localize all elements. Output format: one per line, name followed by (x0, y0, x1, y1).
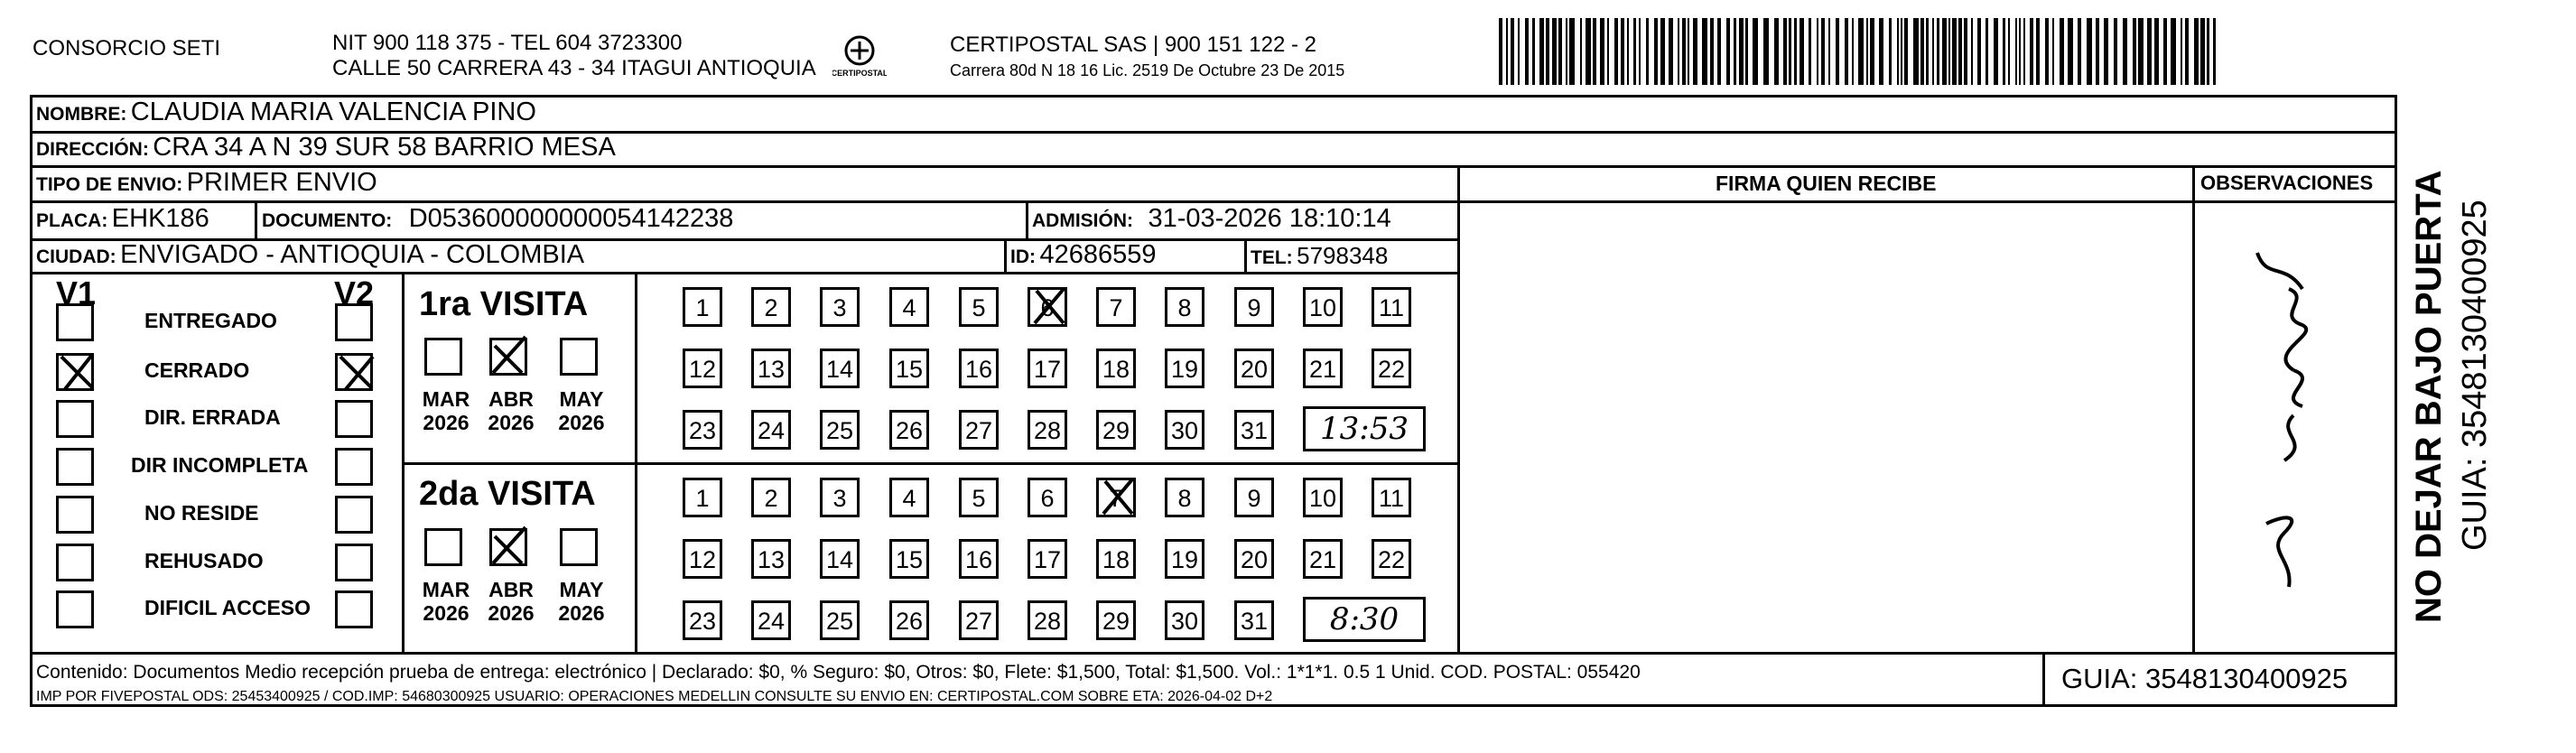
status-option-label: DIR. ERRADA (144, 405, 281, 429)
barcode-bar (1511, 18, 1514, 85)
city-value: ENVIGADO - ANTIOQUIA - COLOMBIA (120, 240, 585, 269)
day-box[interactable]: 5 (959, 478, 999, 517)
month-label (550, 387, 613, 435)
day-box[interactable]: 29 (1096, 600, 1136, 640)
day-box[interactable]: 17 (1028, 349, 1067, 388)
month-checkbox[interactable] (424, 338, 462, 376)
signature-label: FIRMA QUIEN RECIBE (1716, 172, 1937, 195)
barcode-bar (1783, 18, 1787, 85)
barcode-bar (1879, 18, 1883, 85)
day-box[interactable]: 28 (1028, 410, 1067, 450)
day-box[interactable]: 1 (683, 478, 722, 517)
barcode-bar (1558, 18, 1562, 85)
month-name: MAR (422, 578, 470, 601)
day-box[interactable]: 7 (1096, 287, 1136, 327)
day-box[interactable]: 29 (1096, 410, 1136, 450)
barcode-bar (1506, 18, 1508, 85)
day-box[interactable]: 19 (1165, 539, 1204, 579)
day-box[interactable]: 27 (959, 600, 999, 640)
v1-checkbox[interactable] (56, 353, 94, 391)
barcode-bar (2194, 18, 2199, 85)
day-box[interactable]: 13 (751, 349, 791, 388)
barcode-bar (1774, 18, 1779, 85)
barcode-bar (1932, 18, 1934, 85)
month-label (479, 578, 543, 626)
barcode-bar (1499, 18, 1502, 85)
barcode-bar (1952, 18, 1957, 85)
barcode-bar (1845, 18, 1848, 85)
visit2-title: 2da VISITA (419, 475, 596, 513)
barcode-bar (1717, 18, 1721, 85)
day-box[interactable]: 22 (1372, 539, 1411, 579)
barcode-bar (1580, 18, 1582, 85)
barcode-bar (1646, 18, 1649, 85)
barcode-bar (2147, 18, 2152, 85)
v2-checkbox[interactable] (335, 353, 373, 391)
barcode-bar (1897, 18, 1899, 85)
v1-checkbox[interactable] (56, 544, 94, 581)
barcode-bar (1901, 18, 1902, 85)
document-value: D053600000000054142238 (408, 204, 734, 233)
barcode-bar (2060, 18, 2064, 85)
day-box[interactable]: 18 (1096, 349, 1136, 388)
barcode-bar (1532, 18, 1535, 85)
day-box[interactable]: 13 (751, 539, 791, 579)
name-row (36, 99, 536, 126)
name-label: NOMBRE: (36, 104, 127, 125)
status-option-label: DIFICIL ACCESO (144, 596, 312, 619)
day-box[interactable]: 19 (1165, 349, 1204, 388)
day-box[interactable]: 6 (1028, 287, 1067, 327)
day-box[interactable]: 3 (820, 287, 860, 327)
day-box[interactable]: 22 (1372, 349, 1411, 388)
barcode-bar (2171, 18, 2176, 85)
day-box[interactable]: 30 (1165, 600, 1204, 640)
barcode-bar (1678, 18, 1679, 85)
day-box[interactable]: 11 (1372, 478, 1411, 517)
month-checkbox[interactable] (489, 338, 527, 376)
barcode-bar (1889, 18, 1892, 85)
barcode-bar (1546, 18, 1549, 85)
barcode-bar (2200, 18, 2205, 85)
v2-checkbox[interactable] (335, 303, 373, 341)
barcode-bar (2078, 18, 2081, 85)
barcode-bar (2163, 18, 2167, 85)
barcode-bar (2015, 18, 2017, 85)
month-checkbox[interactable] (560, 528, 598, 566)
day-box[interactable]: 10 (1303, 287, 1343, 327)
barcode-bar (2003, 18, 2005, 85)
company-name: CONSORCIO SETI (33, 36, 221, 60)
day-box[interactable]: 15 (889, 539, 929, 579)
barcode-bar (1569, 18, 1575, 85)
day-box[interactable]: 21 (1303, 539, 1343, 579)
type-label: TIPO DE ENVIO: (36, 174, 183, 195)
observations-label: OBSERVACIONES (2200, 172, 2374, 194)
barcode-bar (1866, 18, 1868, 85)
barcode-bar (1977, 18, 1981, 85)
plate-cell (36, 206, 209, 232)
barcode-bar (2213, 18, 2216, 85)
tel-cell (1251, 244, 1388, 267)
day-box[interactable]: 12 (683, 539, 722, 579)
name-value: CLAUDIA MARIA VALENCIA PINO (130, 98, 536, 126)
barcode-bar (2045, 18, 2049, 85)
barcode-bar (1669, 18, 1673, 85)
carrier-line: CERTIPOSTAL SAS | 900 151 122 - 2 (950, 33, 1316, 57)
month-checkbox[interactable] (560, 338, 598, 376)
barcode-bar (1828, 18, 1830, 85)
v2-checkbox[interactable] (335, 496, 373, 534)
city-label: CIUDAD: (36, 246, 116, 267)
day-box[interactable]: 23 (683, 410, 722, 450)
signature-scribble (2203, 226, 2366, 605)
barcode (1499, 18, 2221, 85)
day-box[interactable]: 7 (1096, 478, 1136, 517)
month-label (479, 387, 543, 435)
day-box[interactable]: 5 (959, 287, 999, 327)
plate-value: EHK186 (111, 204, 209, 233)
day-box[interactable]: 23 (683, 600, 722, 640)
side-guia: GUIA: 3548130400925 (2456, 200, 2494, 551)
v2-checkbox[interactable] (335, 448, 373, 486)
side-text (2411, 117, 2537, 623)
month-label (550, 578, 613, 626)
barcode-bar (1794, 18, 1797, 85)
barcode-bar (1763, 18, 1769, 85)
barcode-bar (1994, 18, 1998, 85)
day-box[interactable]: 25 (820, 410, 860, 450)
day-box[interactable]: 8 (1165, 478, 1204, 517)
day-box[interactable]: 2 (751, 478, 791, 517)
month-year: 2026 (558, 601, 605, 626)
day-box[interactable]: 31 (1234, 600, 1274, 640)
address-label: DIRECCIÓN: (36, 139, 149, 160)
barcode-bar (1799, 18, 1804, 85)
footer-guia-box (2042, 652, 2397, 704)
nit-line: NIT 900 118 375 - TEL 604 3723300 (332, 31, 683, 55)
month-name: ABR (488, 387, 534, 411)
barcode-bar (1682, 18, 1686, 85)
day-box[interactable]: 14 (820, 349, 860, 388)
barcode-bar (1566, 18, 1567, 85)
address-line: CALLE 50 CARRERA 43 - 34 ITAGUI ANTIOQUIA (332, 56, 816, 80)
barcode-bar (2096, 18, 2099, 85)
address-row (36, 135, 616, 161)
barcode-bar (1753, 18, 1758, 85)
barcode-bar (1948, 18, 1950, 85)
month-year: 2026 (488, 411, 535, 435)
day-box[interactable]: 31 (1234, 410, 1274, 450)
day-box[interactable]: 8 (1165, 287, 1204, 327)
day-box[interactable]: 30 (1165, 410, 1204, 450)
status-option-label: CERRADO (144, 358, 250, 382)
barcode-bar (1926, 18, 1929, 85)
status-option-label: ENTREGADO (144, 309, 277, 332)
barcode-bar (1913, 18, 1919, 85)
time-box[interactable]: 8:30 (1303, 597, 1426, 642)
v1-label: V1 (56, 274, 97, 311)
status-option-label: REHUSADO (144, 549, 264, 572)
id-value: 42686559 (1039, 240, 1157, 269)
day-box[interactable]: 24 (751, 600, 791, 640)
day-box[interactable]: 26 (889, 600, 929, 640)
day-box[interactable]: 14 (820, 539, 860, 579)
barcode-bar (2138, 18, 2144, 85)
barcode-bar (2123, 18, 2127, 85)
month-checkbox[interactable] (424, 528, 462, 566)
barcode-bar (2185, 18, 2189, 85)
barcode-bar (1586, 18, 1591, 85)
barcode-bar (1985, 18, 1988, 85)
tel-label: TEL: (1251, 247, 1293, 268)
time-box[interactable]: 13:53 (1303, 406, 1426, 451)
footer-guia: GUIA: 3548130400925 (2061, 663, 2348, 694)
v1-checkbox[interactable] (56, 448, 94, 486)
barcode-bar (1870, 18, 1874, 85)
day-box[interactable]: 18 (1096, 539, 1136, 579)
footer-line2: IMP POR FIVEPOSTAL ODS: 25453400925 / COD.IMP: 54680300925 USUARIO: OPERACIONES MEDELLIN CONSULTE SU ENVIO EN: CERTIPOSTAL.COM SOBRE ETA: 2026-04-02 D+2 (36, 689, 1273, 704)
document-cell (262, 206, 733, 232)
id-label: ID: (1010, 246, 1036, 267)
barcode-bar (2036, 18, 2040, 85)
barcode-bar (1739, 18, 1744, 85)
day-box[interactable]: 10 (1303, 478, 1343, 517)
barcode-bar (2133, 18, 2136, 85)
barcode-bar (2068, 18, 2073, 85)
barcode-bar (1858, 18, 1864, 85)
day-box[interactable]: 1 (683, 287, 722, 327)
type-row (36, 170, 377, 196)
barcode-bar (1660, 18, 1665, 85)
v2-label: V2 (334, 274, 375, 311)
barcode-bar (1552, 18, 1557, 85)
barcode-bar (1789, 18, 1791, 85)
city-cell (36, 242, 584, 268)
v2-checkbox[interactable] (335, 400, 373, 438)
day-box[interactable]: 16 (959, 349, 999, 388)
day-box[interactable]: 17 (1028, 539, 1067, 579)
carrier-sub: Carrera 80d N 18 16 Lic. 2519 De Octubre 23 De 2015 (950, 61, 1345, 79)
barcode-bar (1836, 18, 1839, 85)
barcode-bar (1621, 18, 1624, 85)
day-box[interactable]: 27 (959, 410, 999, 450)
barcode-bar (1958, 18, 1962, 85)
month-checkbox[interactable] (489, 528, 527, 566)
barcode-bar (2104, 18, 2108, 85)
admission-label: ADMISIÓN: (1032, 210, 1133, 231)
barcode-bar (1702, 18, 1707, 85)
v1-checkbox[interactable] (56, 590, 94, 628)
v1-checkbox[interactable] (56, 303, 94, 341)
type-value: PRIMER ENVIO (186, 168, 377, 197)
barcode-bar (1693, 18, 1697, 85)
admission-cell (1032, 206, 1391, 232)
barcode-bar (2030, 18, 2033, 85)
barcode-bar (1614, 18, 1618, 85)
month-name: ABR (488, 578, 534, 601)
barcode-bar (1852, 18, 1854, 85)
barcode-bar (2181, 18, 2182, 85)
barcode-bar (1688, 18, 1689, 85)
barcode-bar (1745, 18, 1748, 85)
main-frame (30, 95, 2397, 655)
visit1-title: 1ra VISITA (419, 285, 589, 323)
barcode-bar (1600, 18, 1604, 85)
day-box[interactable]: 3 (820, 478, 860, 517)
barcode-bar (2052, 18, 2054, 85)
day-box[interactable]: 26 (889, 410, 929, 450)
day-box[interactable]: 6 (1028, 478, 1067, 517)
month-name: MAY (559, 387, 604, 411)
barcode-bar (2019, 18, 2021, 85)
month-label (414, 387, 478, 435)
tel-value: 5798348 (1297, 242, 1389, 269)
v2-checkbox[interactable] (335, 590, 373, 628)
barcode-bar (1525, 18, 1529, 85)
status-option-label: NO RESIDE (144, 501, 259, 525)
month-year: 2026 (488, 601, 535, 626)
day-box[interactable]: 4 (889, 478, 929, 517)
barcode-bar (1937, 18, 1939, 85)
barcode-bar (2087, 18, 2092, 85)
month-year: 2026 (423, 411, 470, 435)
month-year: 2026 (558, 411, 605, 435)
v1-checkbox[interactable] (56, 496, 94, 534)
month-label (414, 578, 478, 626)
month-name: MAY (559, 578, 604, 601)
svg-text:CERTIPOSTAL: CERTIPOSTAL (832, 69, 887, 78)
barcode-bar (1593, 18, 1596, 85)
barcode-bar (1734, 18, 1736, 85)
barcode-bar (1627, 18, 1629, 85)
barcode-bar (1942, 18, 1947, 85)
document-label: DOCUMENTO: (262, 210, 393, 231)
barcode-bar (2008, 18, 2010, 85)
barcode-bar (1821, 18, 1825, 85)
barcode-bar (1710, 18, 1714, 85)
v1-checkbox[interactable] (56, 400, 94, 438)
barcode-bar (2207, 18, 2209, 85)
barcode-bar (1964, 18, 1967, 85)
address-value: CRA 34 A N 39 SUR 58 BARRIO MESA (153, 133, 616, 162)
month-year: 2026 (423, 601, 470, 626)
barcode-bar (2114, 18, 2117, 85)
barcode-bar (2023, 18, 2025, 85)
barcode-bar (1539, 18, 1544, 85)
barcode-bar (1920, 18, 1924, 85)
day-box[interactable]: 15 (889, 349, 929, 388)
day-box[interactable]: 24 (751, 410, 791, 450)
barcode-bar (1607, 18, 1609, 85)
id-cell (1010, 242, 1156, 268)
barcode-bar (1654, 18, 1658, 85)
day-box[interactable]: 20 (1234, 349, 1274, 388)
barcode-bar (1817, 18, 1818, 85)
day-box[interactable]: 9 (1234, 287, 1274, 327)
day-box[interactable]: 21 (1303, 349, 1343, 388)
day-box[interactable]: 28 (1028, 600, 1067, 640)
barcode-bar (1633, 18, 1636, 85)
barcode-bar (2154, 18, 2159, 85)
day-box[interactable]: 25 (820, 600, 860, 640)
barcode-bar (1971, 18, 1973, 85)
barcode-bar (1904, 18, 1908, 85)
barcode-bar (1639, 18, 1641, 85)
day-box[interactable]: 9 (1234, 478, 1274, 517)
barcode-bar (1518, 18, 1520, 85)
day-box[interactable]: 11 (1372, 287, 1411, 327)
status-option-label: DIR INCOMPLETA (131, 453, 309, 477)
v2-checkbox[interactable] (335, 544, 373, 581)
day-box[interactable]: 16 (959, 539, 999, 579)
admission-value: 31-03-2026 18:10:14 (1148, 204, 1391, 233)
plate-label: PLACA: (36, 210, 108, 231)
day-box[interactable]: 2 (751, 287, 791, 327)
barcode-bar (1809, 18, 1811, 85)
day-box[interactable]: 4 (889, 287, 929, 327)
barcode-bar (1726, 18, 1730, 85)
month-name: MAR (422, 387, 470, 411)
certipostal-logo (832, 33, 887, 81)
day-box[interactable]: 12 (683, 349, 722, 388)
side-warning: NO DEJAR BAJO PUERTA (2409, 170, 2449, 623)
day-box[interactable]: 20 (1234, 539, 1274, 579)
footer-line1: Contenido: Documentos Medio recepción prueba de entrega: electrónico | Declarado: $0, % Seguro: $0, Otros: $0, Flete: $1,500, Total: $1,500. Vol.: 1*1*1. 0.5 1 Unid. COD. POSTAL: 055420 (36, 662, 1641, 683)
